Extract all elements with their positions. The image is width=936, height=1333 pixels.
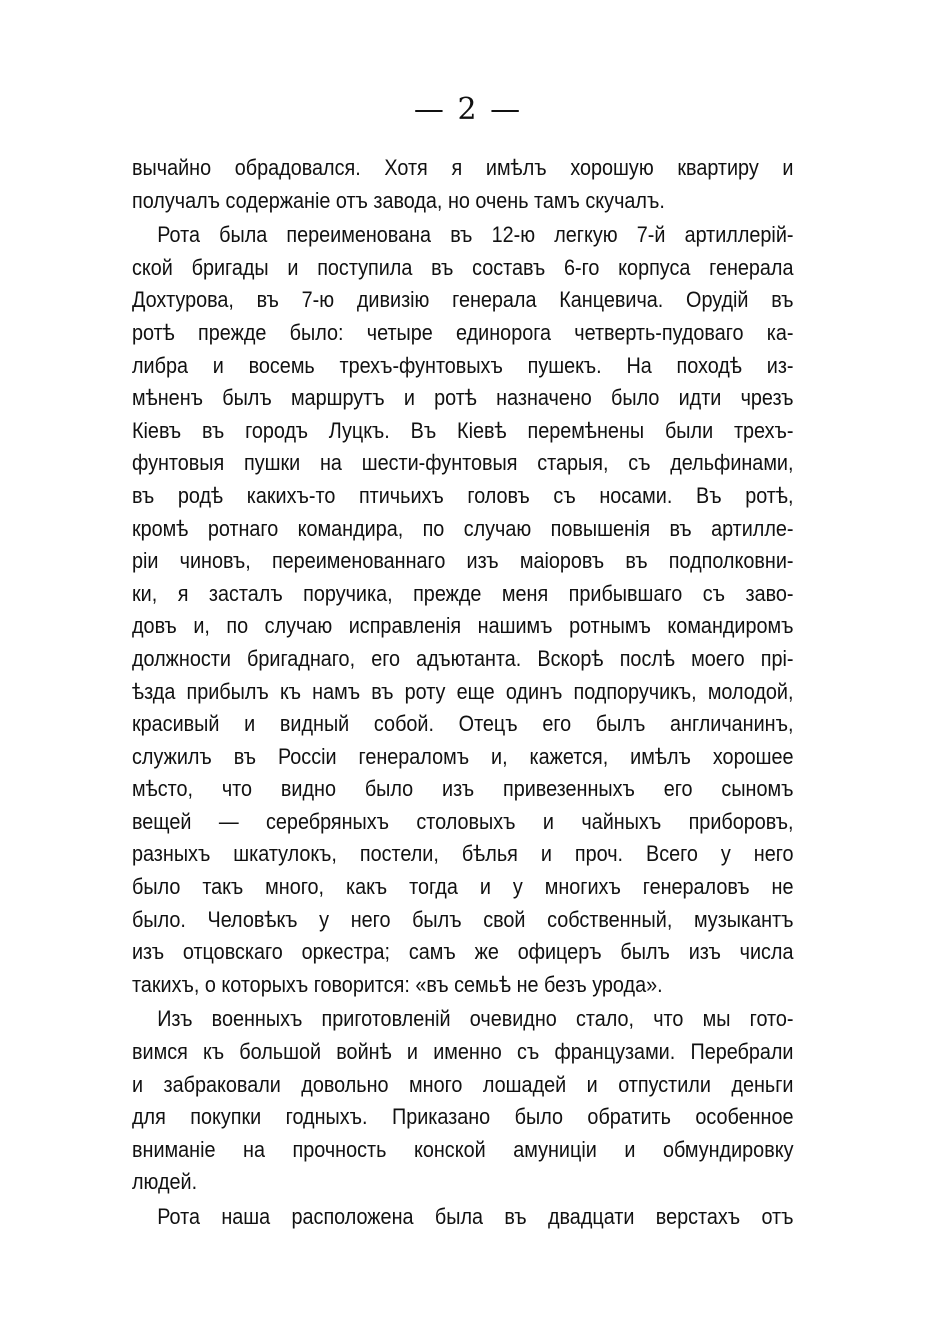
- text-line: мѣненъ былъ маршрутъ и ротѣ назначено было идти чрезъ: [132, 385, 794, 411]
- text-line: было. Человѣкъ у него былъ свой собственный, музыкантъ: [132, 906, 794, 932]
- text-line: вещей — серебряныхъ столовыхъ и чайныхъ приборовъ,: [132, 808, 794, 834]
- text-line: ки, я засталъ поручика, прежде меня прибывшаго съ заво-: [132, 580, 794, 606]
- text-line: Кіевъ въ городъ Луцкъ. Въ Кіевѣ перемѣнены были трехъ-: [132, 417, 794, 443]
- text-line: для покупки годныхъ. Приказано было обратить особенное: [132, 1104, 794, 1130]
- text-line: ской бригады и поступила въ составъ 6-го корпуса генерала: [132, 254, 794, 280]
- text-line: изъ отцовскаго оркестра; самъ же офицеръ былъ изъ числа: [132, 939, 794, 965]
- text-line: людей.: [132, 1169, 198, 1195]
- text-line: ѣзда прибылъ къ намъ въ роту еще одинъ подпоручикъ, молодой,: [132, 678, 794, 704]
- text-line: такихъ, о которыхъ говорится: «въ семьѣ не безъ урода».: [132, 971, 663, 997]
- text-line: вимся къ большой войнѣ и именно съ французами. Перебрали: [132, 1039, 794, 1065]
- text-line: должности бригаднаго, его адъютанта. Вскорѣ послѣ моего прі-: [132, 645, 794, 671]
- text-line: разныхъ шкатулокъ, постели, бѣлья и проч. Всего у него: [132, 841, 794, 867]
- text-line: ріи чиновъ, переименованнаго изъ маіоровъ въ подполковни-: [132, 548, 794, 574]
- text-line: вниманіе на прочность конской амуниціи и обмундировку: [132, 1136, 794, 1162]
- text-line: красивый и видный собой. Отецъ его былъ англичанинъ,: [132, 711, 794, 737]
- page-number: — 2 —: [413, 92, 523, 127]
- text-line: вычайно обрадовался. Хотя я имѣлъ хорошую квартиру и: [132, 155, 794, 180]
- text-line: кромѣ ротнаго командира, по случаю повышенія въ артилле-: [132, 515, 794, 541]
- text-line: Рота была переименована въ 12-ю легкую 7-й артиллерій-: [157, 222, 794, 248]
- body-text: [132, 152, 794, 1234]
- text-line: Дохтурова, въ 7-ю дивизію генерала Канцевича. Орудій въ: [132, 287, 794, 313]
- text-line: фунтовыя пушки на шести-фунтовыя старыя, съ дельфинами,: [132, 450, 794, 476]
- text-line: довъ и, по случаю исправленія нашимъ ротнымъ командиромъ: [132, 613, 794, 639]
- text-line: въ родѣ какихъ-то птичьихъ головъ съ носами. Въ ротѣ,: [132, 482, 794, 508]
- text-line: мѣсто, что видно было изъ привезенныхъ его сыномъ: [132, 776, 794, 802]
- text-line: Рота наша расположена была въ двадцати верстахъ отъ: [157, 1204, 794, 1229]
- text-line: получалъ содержаніе отъ завода, но очень тамъ скучалъ.: [132, 187, 665, 213]
- text-line: ротѣ прежде было: четыре единорога четверть-пудоваго ка-: [132, 319, 794, 345]
- text-line: и забраковали довольно много лошадей и отпустили деньги: [132, 1071, 794, 1097]
- text-line: было такъ много, какъ тогда и у многихъ генераловъ не: [132, 874, 794, 900]
- text-line: либра и восемь трехъ-фунтовыхъ пушекъ. На походѣ из-: [132, 352, 794, 378]
- text-line: служилъ въ Россіи генераломъ и, кажется, имѣлъ хорошее: [132, 743, 794, 769]
- text-line: Изъ военныхъ приготовленій очевидно стало, что мы гото-: [157, 1006, 794, 1032]
